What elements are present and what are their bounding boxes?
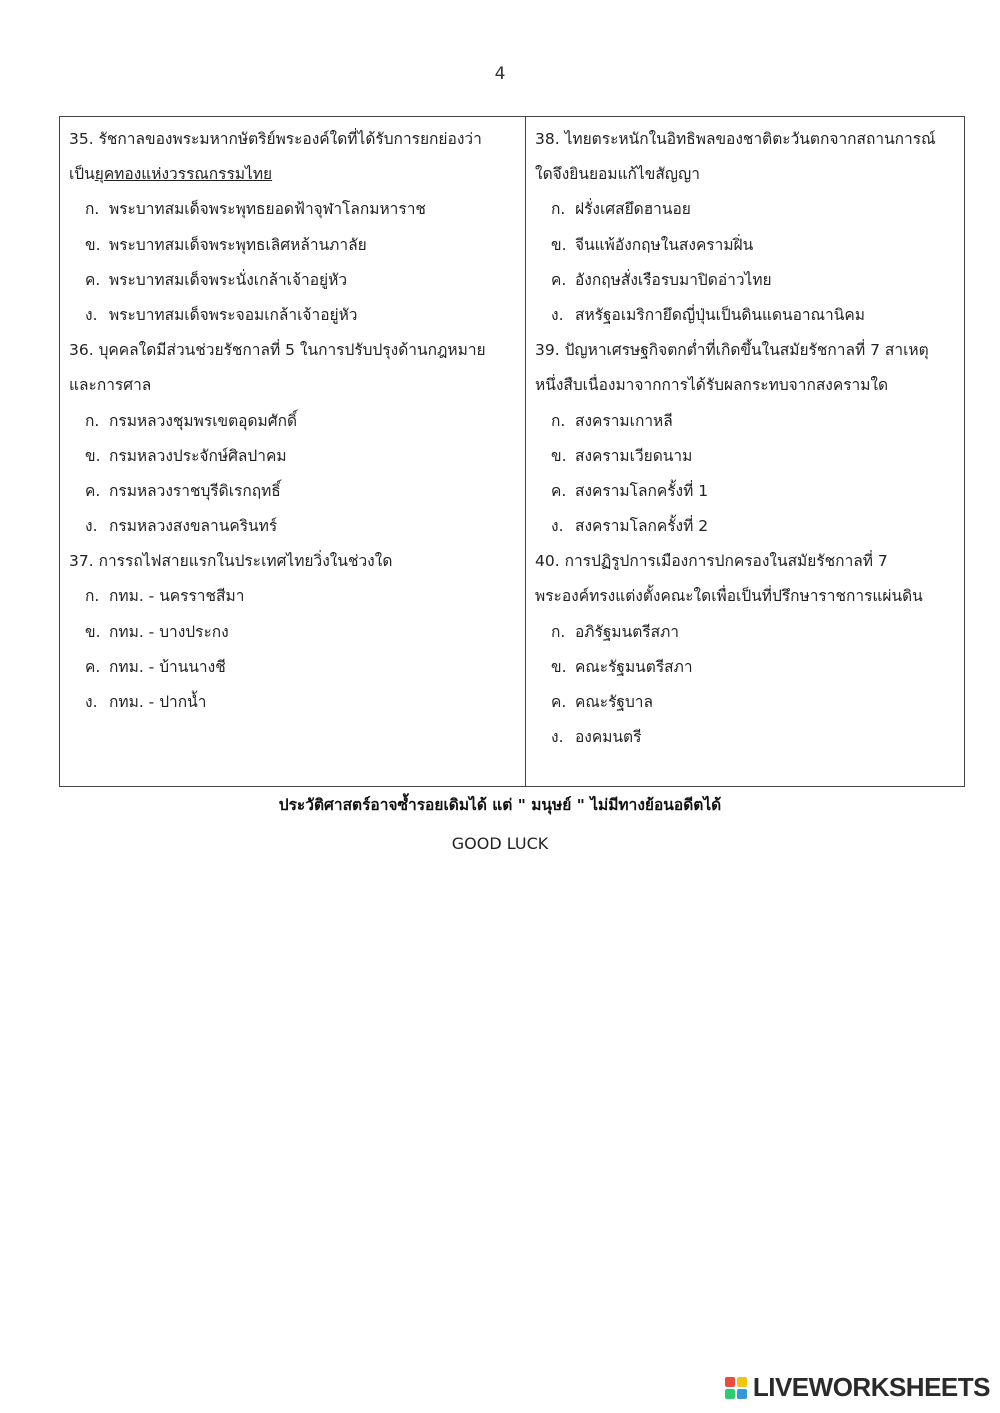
option-label: ข. bbox=[85, 446, 101, 465]
question-text-line: 37. การรถไฟสายแรกในประเทศไทยวิ่งในช่วงใด bbox=[69, 552, 393, 571]
option-label: ค. bbox=[551, 693, 567, 711]
answer-option[interactable] bbox=[69, 439, 519, 474]
question-text-line: พระองค์ทรงแต่งตั้งคณะใดเพื่อเป็นที่ปรึกษาราชการแผ่นดิน bbox=[535, 587, 923, 606]
option-text: กรมหลวงประจักษ์ศิลปาคม bbox=[109, 446, 287, 465]
motto-text: ประวัติศาสตร์อาจซ้ำรอยเดิมได้ แต่ " มนุษย์ " ไม่มีทางย้อนอดีตได้ bbox=[278, 796, 722, 814]
option-label: ง. bbox=[551, 728, 564, 747]
question-text-line bbox=[69, 157, 519, 192]
option-text: อภิรัฐมนตรีสภา bbox=[575, 622, 679, 641]
answer-option[interactable] bbox=[535, 263, 958, 298]
option-label: ง. bbox=[551, 517, 564, 536]
question-text-prefix: เป็น bbox=[69, 165, 95, 184]
question-text-line: หนึ่งสืบเนื่องมาจากการได้รับผลกระทบจากสงครามใด bbox=[535, 376, 889, 395]
closing-text: GOOD LUCK bbox=[451, 834, 549, 853]
option-text: พระบาทสมเด็จพระพุทธยอดฟ้าจุฬาโลกมหาราช bbox=[109, 200, 426, 219]
option-text: คณะรัฐมนตรีสภา bbox=[575, 657, 693, 676]
option-label: ค. bbox=[551, 481, 567, 500]
answer-option[interactable] bbox=[69, 474, 519, 509]
logo-square-1 bbox=[725, 1377, 735, 1387]
option-text: สหรัฐอเมริกายึดญี่ปุ่นเป็นดินแดนอาณานิคม bbox=[575, 305, 865, 324]
logo-square-4 bbox=[737, 1389, 747, 1399]
option-label: ก. bbox=[85, 411, 100, 430]
answer-option[interactable] bbox=[69, 192, 519, 227]
answer-option[interactable] bbox=[535, 650, 958, 685]
option-label: ค. bbox=[85, 481, 101, 500]
answer-option[interactable] bbox=[69, 579, 519, 614]
option-text: กทม. - ปากน้ำ bbox=[109, 693, 207, 711]
option-text: กทม. - บ้านนางชี bbox=[109, 657, 226, 676]
option-text: องคมนตรี bbox=[575, 728, 642, 747]
option-text: อังกฤษสั่งเรือรบมาปิดอ่าวไทย bbox=[575, 270, 772, 289]
option-text: กรมหลวงชุมพรเขตอุดมศักดิ์ bbox=[109, 411, 298, 430]
question-column-left bbox=[60, 117, 526, 786]
liveworksheets-logo-icon bbox=[725, 1377, 747, 1399]
question-text-line: 39. ปัญหาเศรษฐกิจตกต่ำที่เกิดขึ้นในสมัยรัชกาลที่ 7 สาเหตุ bbox=[535, 341, 929, 360]
option-text: พระบาทสมเด็จพระจอมเกล้าเจ้าอยู่หัว bbox=[109, 305, 358, 324]
answer-option[interactable] bbox=[69, 685, 519, 720]
question-column-right bbox=[526, 117, 964, 786]
answer-option[interactable] bbox=[69, 298, 519, 333]
option-text: สงครามโลกครั้งที่ 1 bbox=[575, 481, 709, 500]
option-label: ก. bbox=[551, 622, 566, 641]
question-text-line: 35. รัชกาลของพระมหากษัตริย์พระองค์ใดที่ได้รับการยกย่องว่า bbox=[69, 130, 482, 148]
option-text: กทม. - นครราชสีมา bbox=[109, 587, 245, 606]
logo-square-3 bbox=[725, 1389, 735, 1399]
option-label: ง. bbox=[85, 517, 98, 536]
option-text: กรมหลวงสงขลานครินทร์ bbox=[109, 517, 278, 536]
option-text: กทม. - บางประกง bbox=[109, 622, 229, 641]
answer-option[interactable] bbox=[69, 615, 519, 650]
option-label: ข. bbox=[551, 446, 567, 465]
option-label: ข. bbox=[85, 622, 101, 641]
page-number: 4 bbox=[494, 64, 506, 84]
option-text: กรมหลวงราชบุรีดิเรกฤทธิ์ bbox=[109, 481, 281, 500]
question-text-line: 40. การปฏิรูปการเมืองการปกครองในสมัยรัชกาลที่ 7 bbox=[535, 552, 888, 571]
option-label: ก. bbox=[551, 200, 566, 219]
answer-option[interactable] bbox=[535, 192, 958, 227]
answer-option[interactable] bbox=[535, 509, 958, 544]
question-text-line: 38. ไทยตระหนักในอิทธิพลของชาติตะวันตกจากสถานการณ์ bbox=[535, 130, 936, 148]
answer-option[interactable] bbox=[535, 615, 958, 650]
question-text-line: 36. บุคคลใดมีส่วนช่วยรัชกาลที่ 5 ในการปรับปรุงด้านกฎหมาย bbox=[69, 341, 486, 360]
answer-option[interactable] bbox=[69, 228, 519, 263]
answer-option[interactable] bbox=[535, 404, 958, 439]
option-label: ง. bbox=[85, 693, 98, 711]
answer-option[interactable] bbox=[69, 509, 519, 544]
answer-option[interactable] bbox=[535, 474, 958, 509]
option-text: พระบาทสมเด็จพระนั่งเกล้าเจ้าอยู่หัว bbox=[109, 270, 348, 289]
option-text: สงครามเกาหลี bbox=[575, 411, 673, 430]
option-label: ข. bbox=[551, 235, 567, 254]
question-table bbox=[59, 116, 965, 787]
answer-option[interactable] bbox=[69, 650, 519, 685]
option-label: ข. bbox=[85, 235, 101, 254]
option-label: ก. bbox=[85, 200, 100, 219]
answer-option[interactable] bbox=[535, 685, 958, 720]
option-text: ฝรั่งเศสยึดฮานอย bbox=[575, 200, 691, 219]
option-text: คณะรัฐบาล bbox=[575, 693, 653, 711]
option-label: ค. bbox=[85, 657, 101, 676]
option-label: ข. bbox=[551, 657, 567, 676]
option-text: พระบาทสมเด็จพระพุทธเลิศหล้านภาลัย bbox=[109, 235, 367, 254]
logo-square-2 bbox=[737, 1377, 747, 1387]
brand-watermark bbox=[725, 1372, 990, 1403]
answer-option[interactable] bbox=[69, 404, 519, 439]
answer-option[interactable] bbox=[535, 298, 958, 333]
answer-option[interactable] bbox=[535, 228, 958, 263]
option-label: ง. bbox=[85, 305, 98, 324]
option-text: สงครามเวียดนาม bbox=[575, 446, 693, 465]
answer-option[interactable] bbox=[69, 263, 519, 298]
brand-name: LIVEWORKSHEETS bbox=[752, 1372, 990, 1402]
option-label: ค. bbox=[85, 270, 101, 289]
question-text-line: และการศาล bbox=[69, 376, 152, 395]
answer-option[interactable] bbox=[535, 439, 958, 474]
option-text: จีนแพ้อังกฤษในสงครามฝิ่น bbox=[575, 235, 754, 254]
option-text: สงครามโลกครั้งที่ 2 bbox=[575, 517, 709, 536]
option-label: ค. bbox=[551, 270, 567, 289]
question-text-line: ใดจึงยินยอมแก้ไขสัญญา bbox=[535, 165, 700, 184]
question-text-underlined: ยุคทองแห่งวรรณกรรมไทย bbox=[94, 165, 273, 184]
answer-option[interactable] bbox=[535, 720, 958, 755]
option-label: ก. bbox=[85, 587, 100, 606]
option-label: ก. bbox=[551, 411, 566, 430]
option-label: ง. bbox=[551, 305, 564, 324]
